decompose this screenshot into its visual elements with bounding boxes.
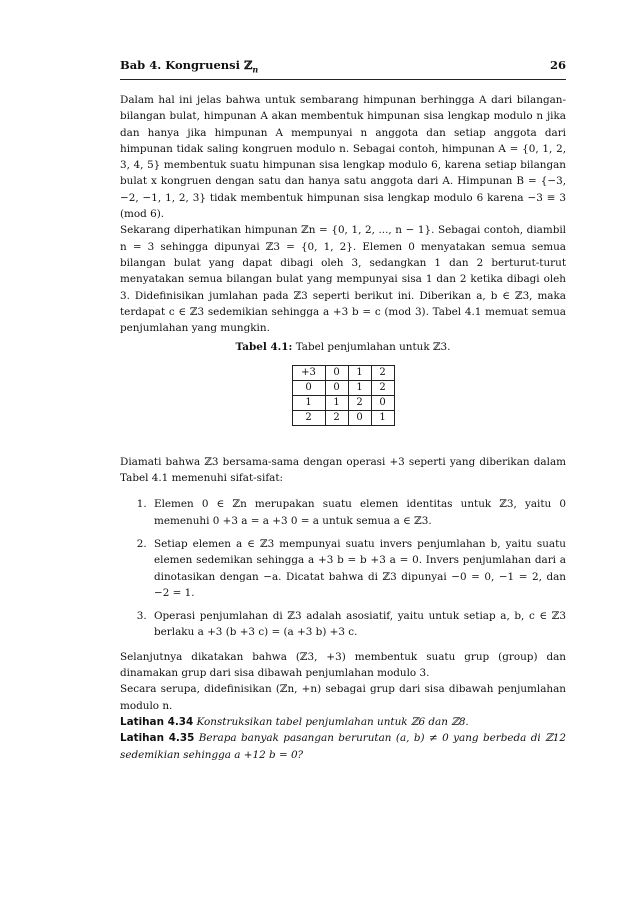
exercise-text: Berapa banyak pasangan berurutan (a, b) ≠ 0 yang berbeda di ℤ12 sedemikian sehingga a +12 b = 0? <box>120 732 566 761</box>
table-cell: 0 <box>371 395 394 410</box>
page-number: 26 <box>549 58 566 72</box>
table-cell: 1 <box>292 395 325 410</box>
addition-table <box>292 365 395 426</box>
property-list <box>120 496 566 640</box>
table-cell: 2 <box>325 410 348 425</box>
exercise-label: Latihan 4.34 <box>120 715 194 728</box>
table-caption-label: Tabel 4.1: <box>235 341 293 354</box>
table-cell: 0 <box>325 365 348 380</box>
list-item: 1. Elemen 0 ∈ ℤn merupakan suatu elemen identitas untuk ℤ3, yaitu 0 memenuhi 0 +3 a = a +3 0 = a untuk semua a ∈ ℤ3. <box>150 496 566 529</box>
chapter-title: Bab 4. Kongruensi ℤ$_n$ <box>120 58 259 75</box>
table-row <box>292 410 394 425</box>
exercise-text: Konstruksikan tabel penjumlahan untuk ℤ6 dan ℤ8. <box>196 715 469 728</box>
table-cell: 1 <box>348 365 371 380</box>
main-text <box>120 92 566 763</box>
exercise-label: Latihan 4.35 <box>120 732 195 745</box>
table-row <box>292 365 394 380</box>
paragraph: Selanjutnya dikatakan bahwa (ℤ3, +3) membentuk suatu grup (group) dan dinamakan grup dari sisa dibawah penjumlahan modulo 3. <box>120 650 566 680</box>
paragraph: Dalam hal ini jelas bahwa untuk sembarang himpunan berhingga A dari bilangan-bilangan bulat, himpunan A akan membentuk himpunan sisa lengkap modulo n jika dan hanya jika himpunan A mempunyai n anggota dan setiap anggota dari himpunan tidak saling kongruen modulo n. Sebagai contoh, himpunan A = {0, 1, 2, 3, 4, 5} membentuk suatu himpunan sisa lengkap modulo 6, karena setiap bilangan bulat x kongruen dengan satu dan hanya satu anggota dari A. Himpunan B = {−3, −2, −1, 1, 2, 3} tidak membentuk himpunan sisa lengkap modulo 6 karena −3 ≡ 3 (mod 6). <box>120 94 566 221</box>
table-cell: 2 <box>371 365 394 380</box>
table-cell: 1 <box>325 395 348 410</box>
table-cell: 1 <box>348 380 371 395</box>
table-cell: 2 <box>292 410 325 425</box>
table-row <box>292 380 394 395</box>
table-cell: 2 <box>348 395 371 410</box>
table-cell: +3 <box>292 365 325 380</box>
table-cell: 1 <box>371 410 394 425</box>
table-caption-text: Tabel penjumlahan untuk ℤ3. <box>295 341 451 354</box>
list-item: 3. Operasi penjumlahan di ℤ3 adalah asosiatif, yaitu untuk setiap a, b, c ∈ ℤ3 berlaku a +3 (b +3 c) = (a +3 b) +3 c. <box>150 608 566 641</box>
header-rule <box>120 79 566 80</box>
list-item: 2. Setiap elemen a ∈ ℤ3 mempunyai suatu invers penjumlahan b, yaitu suatu elemen sedemikan sehingga a +3 b = b +3 a = 0. Invers penjumlahan dari a dinotasikan dengan −a. Dicatat bahwa di ℤ3 dipunyai −0 = 0, −1 = 2, dan −2 = 1. <box>150 536 566 601</box>
paragraph: Secara serupa, didefinisikan (ℤn, +n) sebagai grup dari sisa dibawah penjumlahan modulo n. <box>120 683 566 712</box>
exercise-item <box>120 730 566 763</box>
paragraph: Sekarang diperhatikan himpunan ℤn = {0, 1, 2, ..., n − 1}. Sebagai contoh, diambil n = 3 sehingga dipunyai ℤ3 = {0, 1, 2}. Elemen 0 menyatakan semua semua bilangan bulat yang dapat dibagi oleh 3, sedangkan 1 dan 2 berturut-turut menyatakan semua bilangan bulat yang mempunyai sisa 1 dan 2 ketika dibagi oleh 3. Didefinisikan jumlahan pada ℤ3 seperti berikut ini. Diberikan a, b ∈ ℤ3, maka terdapat c ∈ ℤ3 sedemikian sehingga a +3 b = c (mod 3). Tabel 4.1 memuat semua penjumlahan yang mungkin. <box>120 224 566 335</box>
table-cell: 0 <box>292 380 325 395</box>
paragraph: Diamati bahwa ℤ3 bersama-sama dengan operasi +3 seperti yang diberikan dalam Tabel 4.1 memenuhi sifat-sifat: <box>120 455 566 485</box>
table-row <box>292 395 394 410</box>
table-cell: 0 <box>348 410 371 425</box>
exercise-item <box>120 714 566 730</box>
table-caption <box>120 339 566 355</box>
table-cell: 0 <box>325 380 348 395</box>
table-cell: 2 <box>371 380 394 395</box>
